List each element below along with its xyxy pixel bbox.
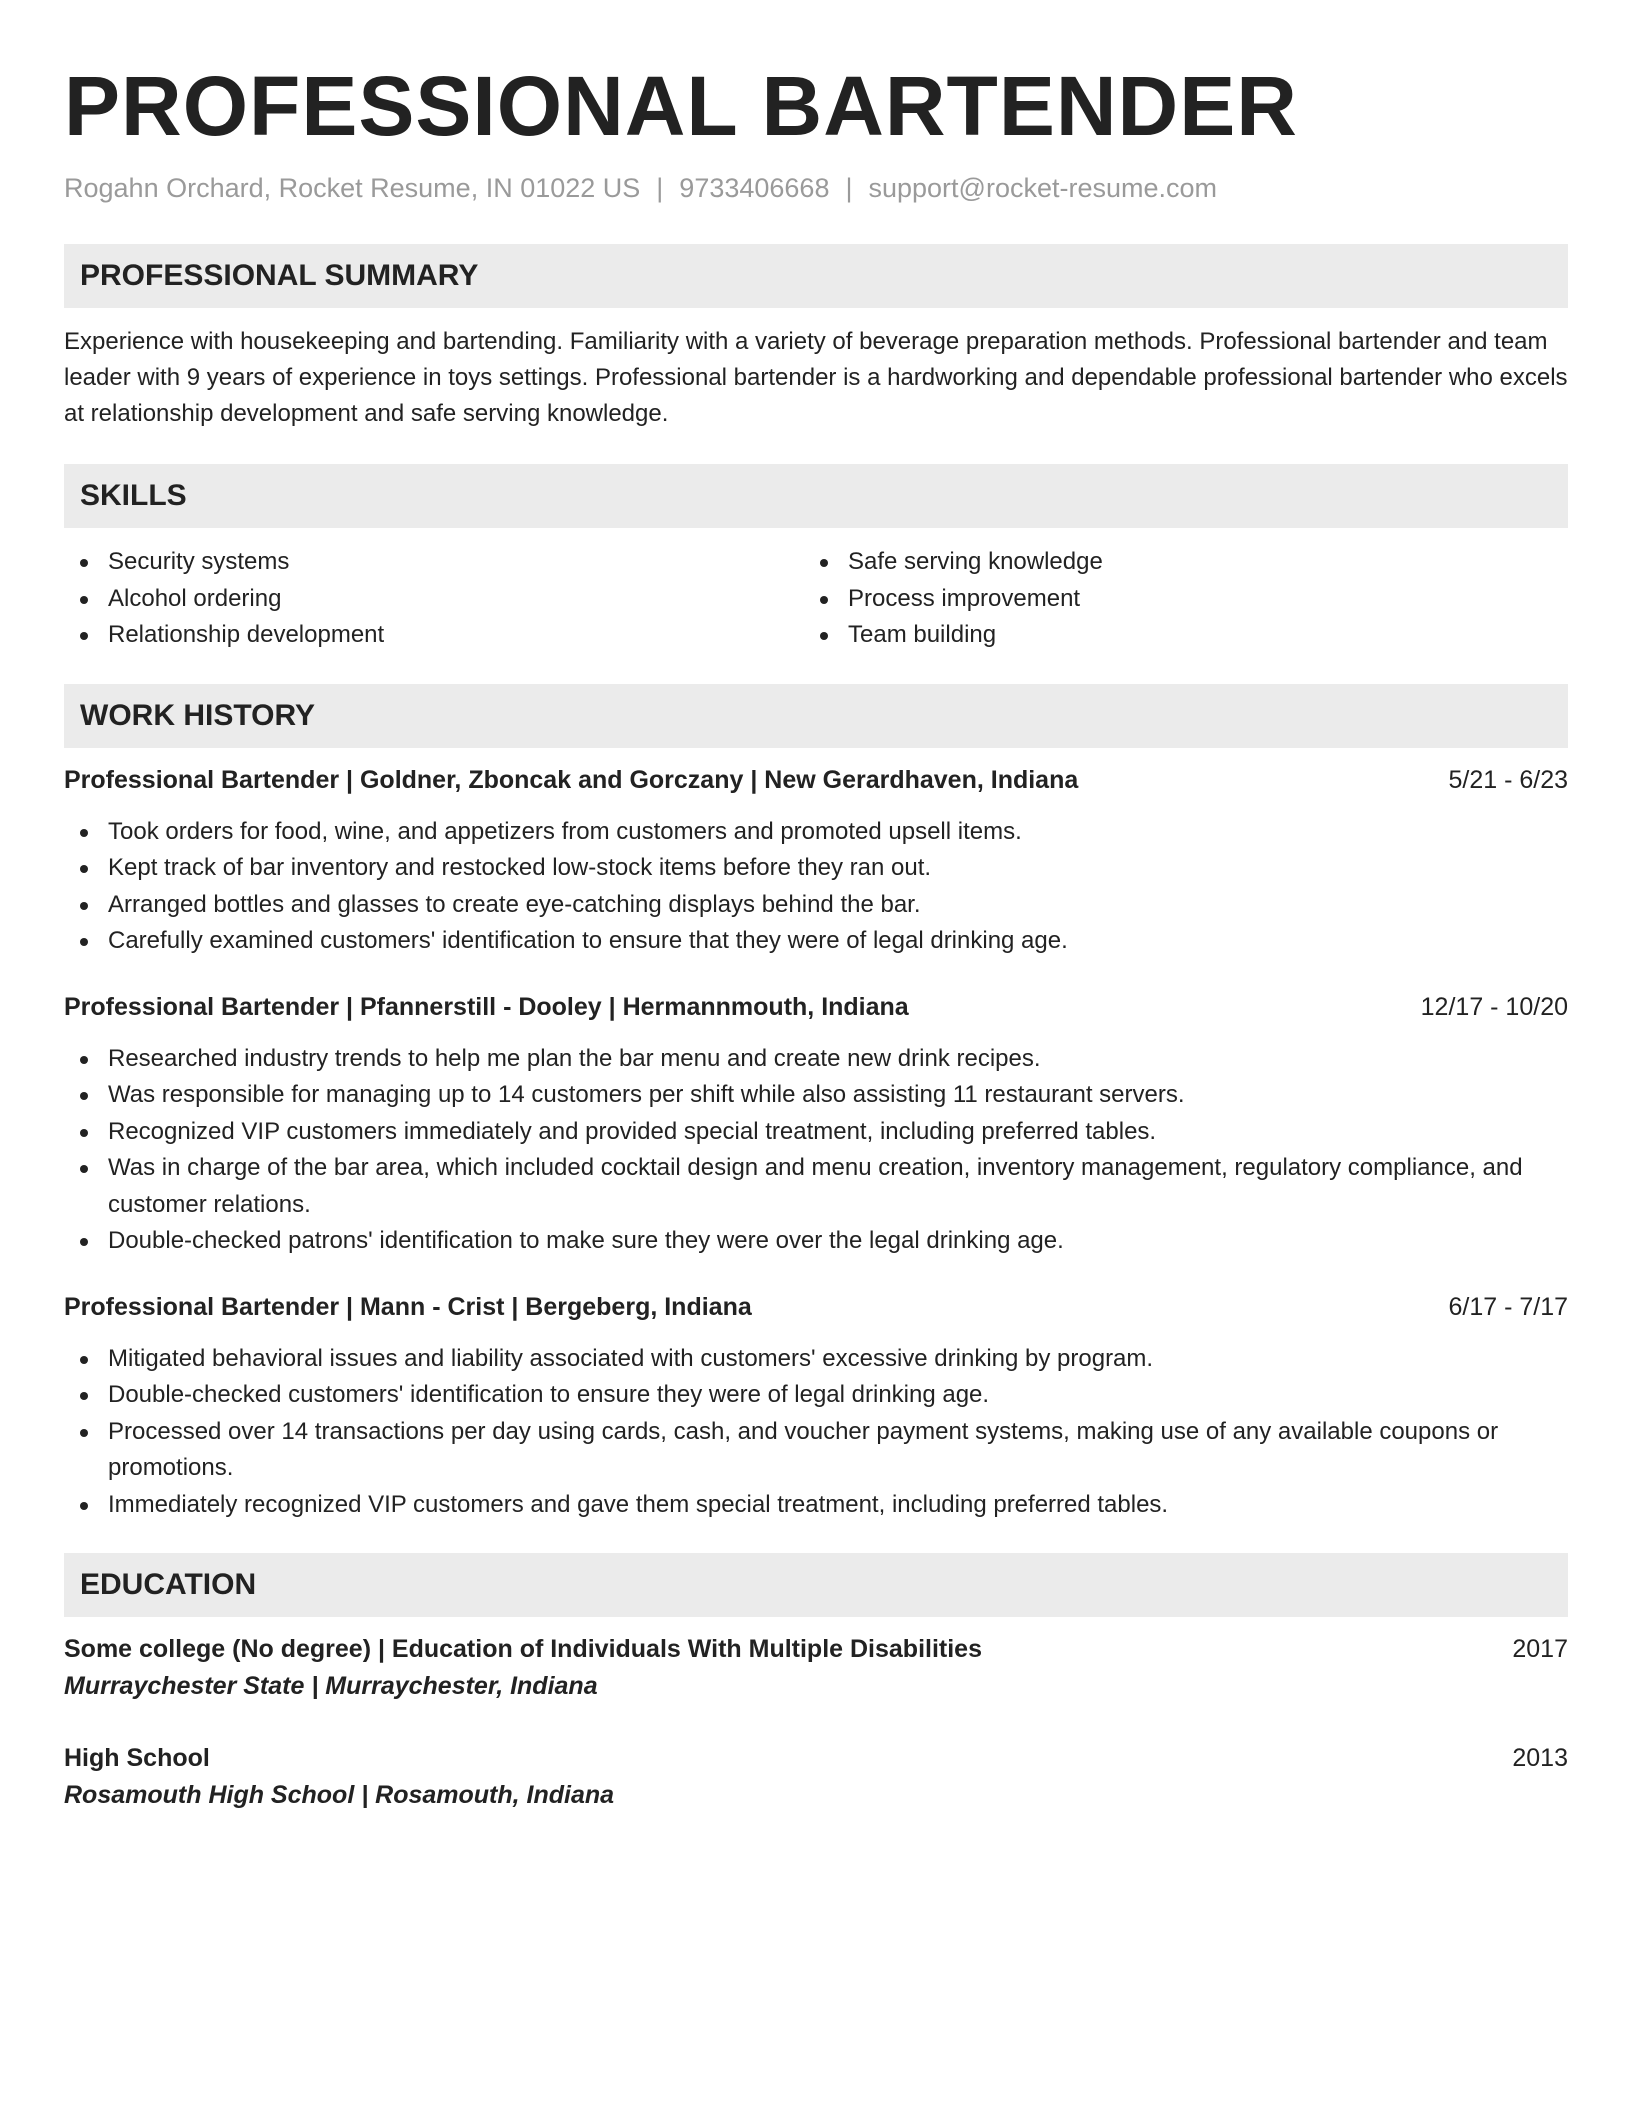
job-title: Professional Bartender | Goldner, Zboncak and Gorczany | New Gerardhaven, Indiana bbox=[64, 765, 1079, 794]
skills-column-left bbox=[64, 544, 804, 654]
job-entry bbox=[64, 989, 1568, 1260]
work-history-heading: WORK HISTORY bbox=[64, 684, 1568, 748]
job-header bbox=[64, 1289, 1568, 1325]
education-entry bbox=[64, 1631, 1568, 1705]
skill-item: Team building bbox=[804, 617, 1544, 654]
education-title: High School bbox=[64, 1744, 210, 1772]
job-duty: Carefully examined customers' identification to ensure that they were of legal drinking age. bbox=[64, 923, 1568, 960]
job-header bbox=[64, 762, 1568, 798]
contact-separator: | bbox=[845, 173, 853, 203]
job-entry bbox=[64, 762, 1568, 960]
job-duty: Double-checked patrons' identification to make sure they were over the legal drinking age. bbox=[64, 1223, 1568, 1260]
contact-address: Rogahn Orchard, Rocket Resume, IN 01022 US bbox=[64, 173, 641, 203]
job-entry bbox=[64, 1289, 1568, 1524]
skill-item: Alcohol ordering bbox=[64, 581, 804, 618]
education-school: Murraychester State | Murraychester, Indiana bbox=[64, 1672, 598, 1700]
job-duty: Recognized VIP customers immediately and provided special treatment, including preferred tables. bbox=[64, 1114, 1568, 1151]
skill-item: Process improvement bbox=[804, 581, 1544, 618]
job-duty: Researched industry trends to help me plan the bar menu and create new drink recipes. bbox=[64, 1041, 1568, 1078]
job-duty: Immediately recognized VIP customers and gave them special treatment, including preferred tables. bbox=[64, 1487, 1568, 1524]
job-dates: 5/21 - 6/23 bbox=[1448, 765, 1568, 794]
education-school: Rosamouth High School | Rosamouth, Indiana bbox=[64, 1781, 615, 1809]
skills-heading: SKILLS bbox=[64, 464, 1568, 528]
job-duty: Processed over 14 transactions per day using cards, cash, and voucher payment systems, making use of any available coupons or promotions. bbox=[64, 1414, 1568, 1487]
summary-text: Experience with housekeeping and bartending. Familiarity with a variety of beverage preparation methods. Professional bartender and team leader with 9 years of experience in toys settings. Professional bartender is a hardworking and dependable professional bartender who excels at relationship development and safe serving knowledge. bbox=[64, 328, 1568, 427]
education-heading: EDUCATION bbox=[64, 1553, 1568, 1617]
education-title: Some college (No degree) | Education of Individuals With Multiple Disabilities bbox=[64, 1635, 982, 1663]
job-duties bbox=[64, 814, 1568, 960]
job-duty: Was responsible for managing up to 14 customers per shift while also assisting 11 restaurant servers. bbox=[64, 1077, 1568, 1114]
job-title: Professional Bartender | Pfannerstill - Dooley | Hermannmouth, Indiana bbox=[64, 992, 909, 1021]
skills-column-right bbox=[804, 544, 1544, 654]
job-duty: Was in charge of the bar area, which included cocktail design and menu creation, inventory management, regulatory compliance, and customer relations. bbox=[64, 1150, 1568, 1223]
education-entry bbox=[64, 1740, 1568, 1814]
education-year: 2017 bbox=[1512, 1635, 1568, 1663]
contact-separator: | bbox=[656, 173, 664, 203]
job-title: Professional Bartender | Mann - Crist | Bergeberg, Indiana bbox=[64, 1292, 752, 1321]
skills-list bbox=[64, 544, 1568, 654]
job-duty: Took orders for food, wine, and appetizers from customers and promoted upsell items. bbox=[64, 814, 1568, 851]
summary-heading: PROFESSIONAL SUMMARY bbox=[64, 244, 1568, 308]
job-header bbox=[64, 989, 1568, 1025]
job-duties bbox=[64, 1041, 1568, 1260]
skill-item: Security systems bbox=[64, 544, 804, 581]
job-duty: Arranged bottles and glasses to create eye-catching displays behind the bar. bbox=[64, 887, 1568, 924]
contact-email: support@rocket-resume.com bbox=[868, 173, 1218, 203]
contact-line bbox=[64, 168, 1568, 208]
job-dates: 6/17 - 7/17 bbox=[1448, 1292, 1568, 1321]
job-duty: Double-checked customers' identification to ensure they were of legal drinking age. bbox=[64, 1377, 1568, 1414]
education-header bbox=[64, 1631, 1568, 1667]
resume-title: PROFESSIONAL BARTENDER bbox=[64, 59, 1298, 153]
contact-phone: 9733406668 bbox=[679, 173, 830, 203]
job-duty: Kept track of bar inventory and restocked low-stock items before they ran out. bbox=[64, 850, 1568, 887]
education-year: 2013 bbox=[1512, 1744, 1568, 1772]
job-dates: 12/17 - 10/20 bbox=[1420, 992, 1568, 1021]
job-duties bbox=[64, 1341, 1568, 1524]
education-header bbox=[64, 1740, 1568, 1776]
job-duty: Mitigated behavioral issues and liability associated with customers' excessive drinking by program. bbox=[64, 1341, 1568, 1378]
skill-item: Relationship development bbox=[64, 617, 804, 654]
skill-item: Safe serving knowledge bbox=[804, 544, 1544, 581]
